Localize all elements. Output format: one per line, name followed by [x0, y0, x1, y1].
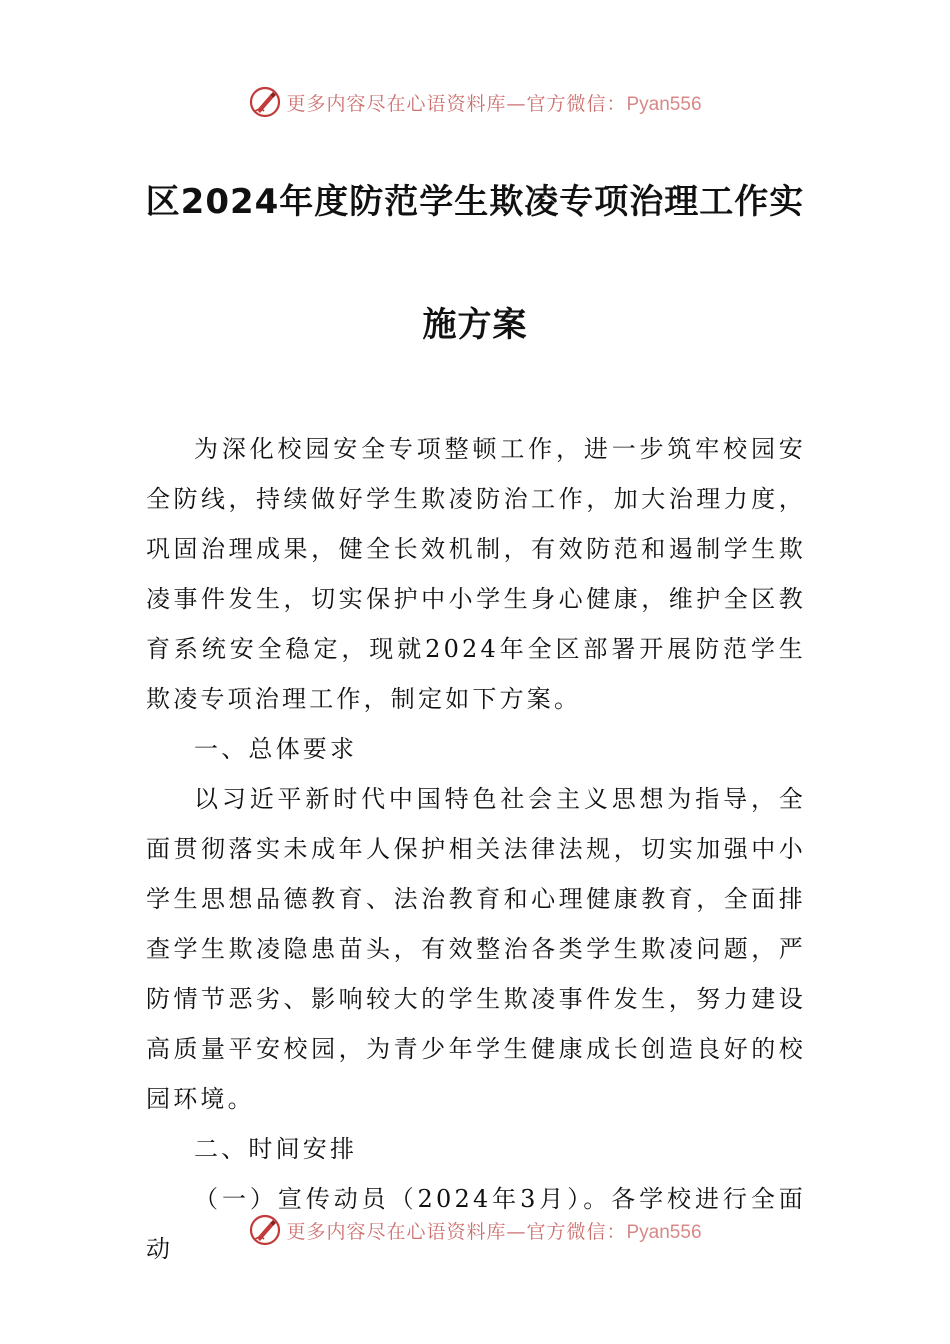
footer-watermark: [0, 1210, 950, 1250]
watermark-wechat-id: Pyan556: [626, 93, 702, 115]
paragraph-schedule-step1: （一）宣传动员（2024年3月）。各学校进行全面动: [146, 1185, 806, 1263]
section-heading-general-requirements: 一、总体要求: [194, 735, 358, 763]
watermark-label: 官方微信：: [526, 1220, 627, 1243]
paragraph-general-requirements: 以习近平新时代中国特色社会主义思想为指导，全面贯彻落实未成年人保护相关法律法规，切实加强中小学生思想品德教育、法治教育和心理健康教育，全面排查学生欺凌隐患苗头，有效整治各类学生欺凌问题，严防情节恶劣、影响较大的学生欺凌事件发生，努力建设高质量平安校园，为青少年学生健康成长创造良好的校园环境。: [146, 785, 806, 1113]
header-watermark: [0, 82, 950, 122]
document-title-line2: 施方案: [422, 305, 528, 345]
pen-logo-icon: [248, 85, 282, 119]
document-title-line1: 区2024年度防范学生欺凌专项治理工作实: [145, 182, 805, 222]
paragraph-intro: 为深化校园安全专项整顿工作，进一步筑牢校园安全防线，持续做好学生欺凌防治工作，加大治理力度，巩固治理成果，健全长效机制，有效防范和遏制学生欺凌事件发生，切实保护中小学生身心健康，维护全区教育系统安全稳定，现就2024年全区部署开展防范学生欺凌专项治理工作，制定如下方案。: [146, 435, 806, 713]
watermark-wechat-id: Pyan556: [626, 1221, 702, 1243]
watermark-separator: —: [506, 92, 527, 115]
watermark-label: 官方微信：: [526, 92, 627, 115]
watermark-separator: —: [506, 1220, 527, 1243]
watermark-site: 更多内容尽在心语资料库: [286, 92, 507, 115]
document-body: [146, 424, 806, 1274]
watermark-site: 更多内容尽在心语资料库: [286, 1220, 507, 1243]
pen-logo-icon: [248, 1213, 282, 1247]
section-heading-schedule: 二、时间安排: [194, 1135, 358, 1163]
